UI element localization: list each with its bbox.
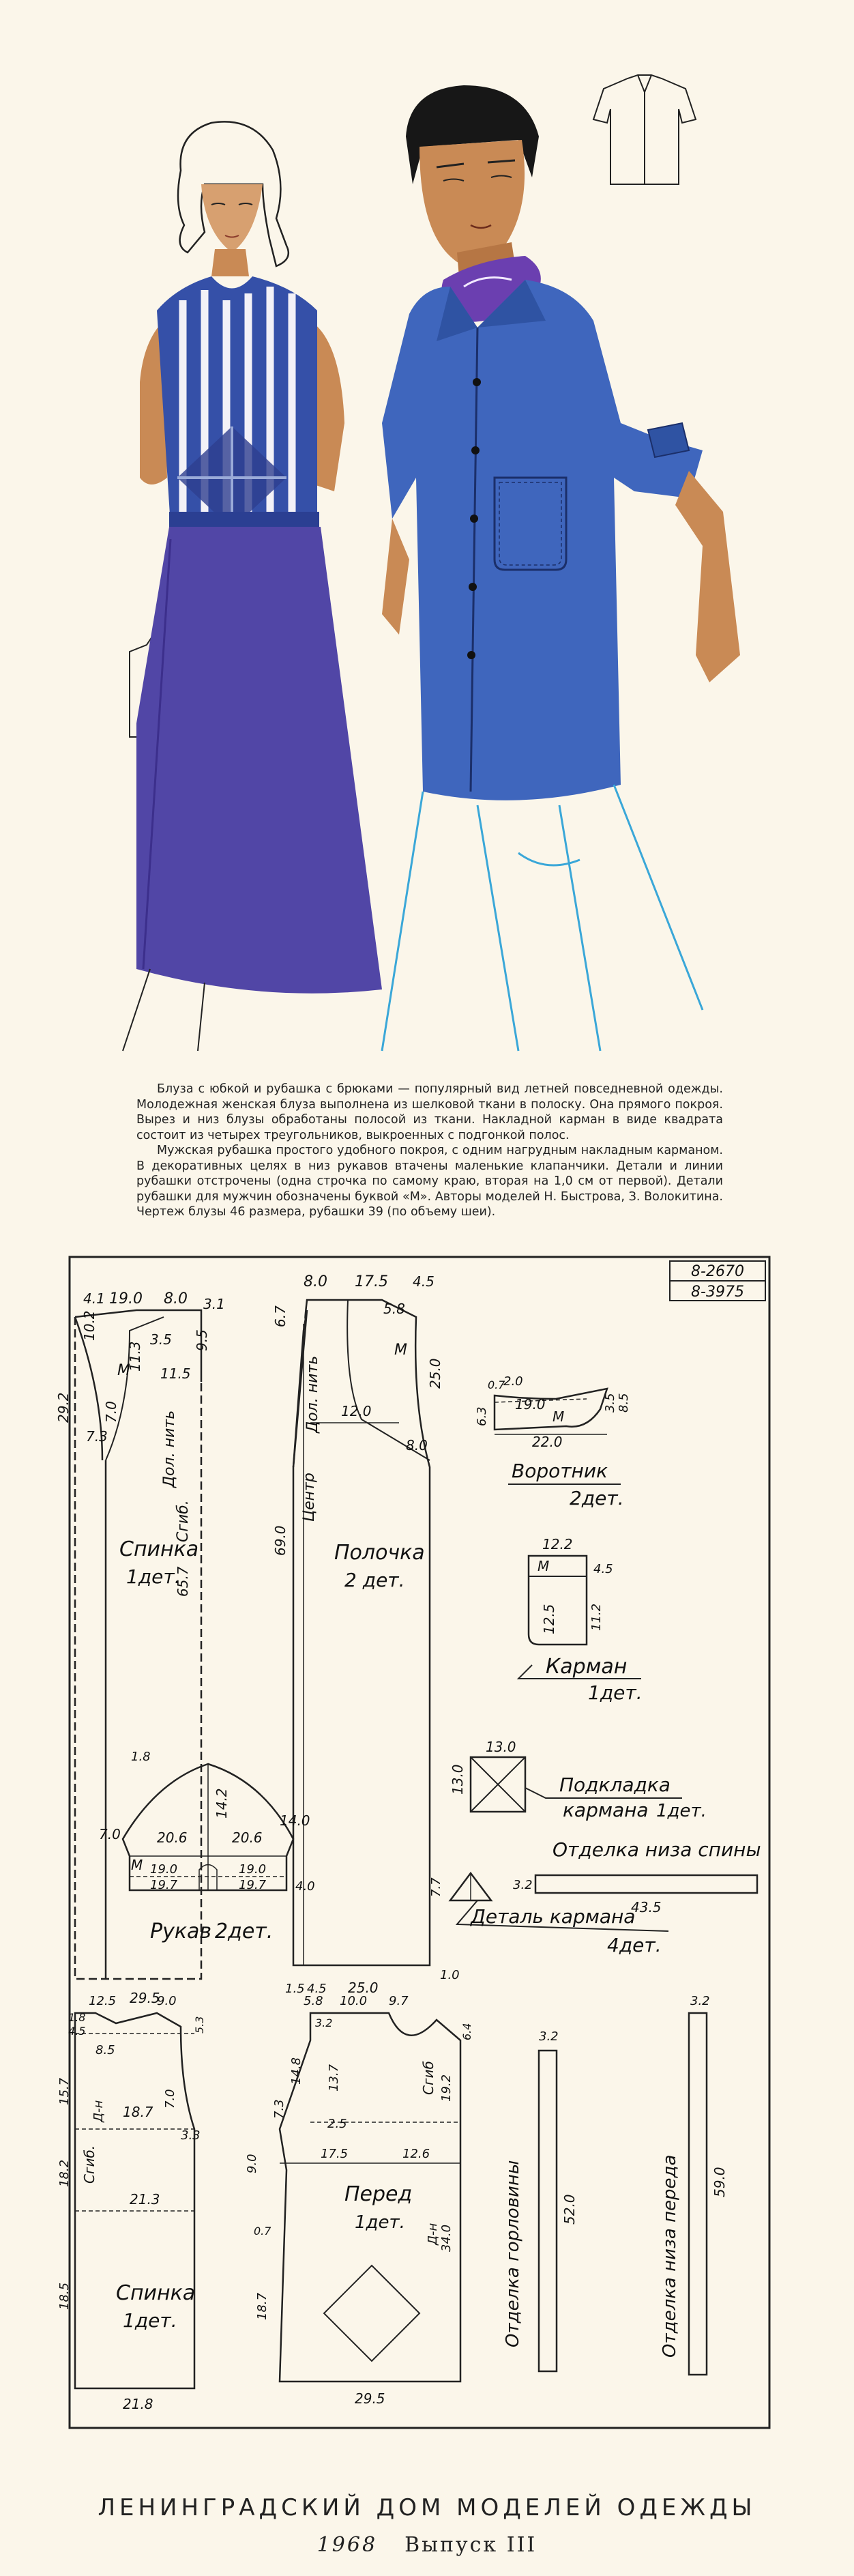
back-m-letter: М bbox=[117, 1362, 130, 1379]
front-m-center: Центр bbox=[301, 1473, 318, 1522]
pocket-m-letter: М bbox=[538, 1558, 550, 1574]
back-w-d14: 21.8 bbox=[123, 2396, 153, 2412]
front-m-grain: Дол. нить bbox=[304, 1355, 321, 1433]
collar-m-count: 2дет. bbox=[570, 1487, 624, 1509]
front-m-d2: 17.5 bbox=[355, 1273, 388, 1290]
back-w-d13: 18.5 bbox=[57, 2282, 72, 2310]
front-m-d5: 5.8 bbox=[383, 1301, 405, 1317]
back-w-d8: 18.7 bbox=[123, 2104, 153, 2120]
collar-m-d5: 3.5 bbox=[603, 1393, 617, 1413]
pattern-front-w bbox=[245, 1994, 473, 2407]
pattern-back-m bbox=[55, 1290, 225, 2006]
front-w-fold: Сгиб bbox=[420, 2061, 437, 2095]
pattern-pocket-lining bbox=[450, 1739, 707, 1821]
front-m-count: 2 дет. bbox=[344, 1569, 405, 1591]
pattern-sleeve-m bbox=[99, 1750, 315, 1943]
pocket-part-count: 4дет. bbox=[607, 1934, 662, 1956]
front-m-name: Полочка bbox=[334, 1541, 425, 1565]
back-m-d10: 29.2 bbox=[55, 1392, 72, 1423]
collar-m-d7: 22.0 bbox=[532, 1434, 563, 1450]
back-w-d5: 5.3 bbox=[193, 2016, 206, 2034]
front-w-d5: 6.4 bbox=[460, 2023, 473, 2040]
front-m-d3: 4.5 bbox=[413, 1273, 435, 1290]
pattern-sheet bbox=[55, 1256, 771, 2429]
sleeve-m-name: Рукав bbox=[150, 1920, 212, 1943]
pocket-part-name: Деталь кармана bbox=[471, 1905, 636, 1928]
neck-trim-d2: 52.0 bbox=[561, 2194, 578, 2225]
sleeve-m-d6: 14.0 bbox=[280, 1812, 310, 1829]
neck-trim-d1: 3.2 bbox=[539, 2029, 559, 2044]
sleeve-m-d8: 19.0 bbox=[239, 1862, 267, 1877]
front-w-d8: 19.2 bbox=[439, 2074, 454, 2102]
sleeve-m-d2: 14.2 bbox=[214, 1788, 230, 1819]
sleeve-m-d7: 19.0 bbox=[150, 1862, 178, 1877]
back-m-d2: 19.0 bbox=[109, 1290, 143, 1307]
back-m-d7: 11.3 bbox=[127, 1341, 143, 1372]
back-w-d6: 8.5 bbox=[95, 2043, 115, 2057]
collar-m-name: Воротник bbox=[512, 1460, 608, 1482]
front-m-d12: 25.0 bbox=[348, 1980, 379, 1996]
back-m-d5: 10.2 bbox=[81, 1310, 98, 1341]
back-m-d6: 3.5 bbox=[150, 1331, 172, 1348]
back-w-d2: 9.0 bbox=[157, 1994, 177, 2008]
sleeve-m-d4: 20.6 bbox=[157, 1829, 188, 1846]
description-paragraph-1: Блуза с юбкой и рубашка с брюками — популярный вид летней повседневной одежды. Молодежная женская блуза выполнена из шелковой ткани в полоску. Она прямого покроя. Вырез и низ блузы обработаны полосой из ткани. Накладной карман в виде квадрата состоит из четырех треугольников, выкроенных с подгонкой полос. bbox=[136, 1082, 723, 1142]
collar-m-d3: 6.3 bbox=[475, 1406, 489, 1426]
front-w-d2: 10.0 bbox=[340, 1994, 368, 2008]
front-trim-d2: 59.0 bbox=[711, 2167, 728, 2197]
sleeve-m-d5: 20.6 bbox=[232, 1829, 263, 1846]
issue-year: 1968 bbox=[316, 2533, 378, 2557]
sleeve-m-d1: 1.8 bbox=[131, 1750, 151, 1764]
back-m-d9: 11.5 bbox=[160, 1365, 191, 1382]
issue-line bbox=[0, 2533, 854, 2557]
pattern-pocket-m bbox=[518, 1536, 643, 1704]
model-codes bbox=[670, 1261, 765, 1301]
description-paragraph-2: Мужская рубашка простого удобного покроя, с одним нагрудным накладным карманом. В декоративных целях в низ рукавов втачены маленькие клапанчики. Детали и линии рубашки отстрочены (одна строчка по самому краю, вторая на 1,0 см от первой). Детали рубашки для мужчин обозначены буквой «М». Авторы моделей Н. Быстрова, З. Волокитина. Чертеж блузы 46 размера, рубашки 39 (по объему шеи). bbox=[136, 1144, 723, 1219]
back-w-d9: 7.0 bbox=[163, 2089, 177, 2109]
fashion-illustration bbox=[0, 0, 854, 1051]
back-m-d4: 3.1 bbox=[203, 1296, 225, 1312]
pattern-front-trim bbox=[660, 1994, 728, 2375]
sleeve-m-count: 2дет. bbox=[215, 1920, 274, 1943]
back-w-name: Спинка bbox=[116, 2281, 196, 2305]
front-m-d13: 1.0 bbox=[440, 1968, 460, 1982]
code-1: 8-2670 bbox=[691, 1263, 744, 1280]
front-m-letter: М bbox=[394, 1342, 407, 1359]
code-2: 8-3975 bbox=[691, 1284, 744, 1301]
back-w-fold: Сгиб. bbox=[81, 2145, 98, 2184]
sleeve-m-d9: 19.7 bbox=[150, 1878, 178, 1892]
front-w-d10: 2.5 bbox=[327, 2117, 347, 2131]
issue-number: Выпуск III bbox=[404, 2533, 538, 2557]
collar-m-d6: 8.5 bbox=[617, 1393, 631, 1413]
back-m-d1: 4.1 bbox=[83, 1290, 105, 1307]
collar-m-d2: 2.0 bbox=[503, 1374, 523, 1389]
back-trim-d2: 43.5 bbox=[631, 1899, 662, 1915]
front-w-name: Перед bbox=[344, 2182, 413, 2206]
front-w-d11: 9.0 bbox=[245, 2154, 259, 2173]
back-trim-name: Отделка низа спины bbox=[553, 1838, 761, 1861]
back-w-d7: 15.7 bbox=[57, 2077, 72, 2105]
front-w-d9: 7.3 bbox=[272, 2099, 286, 2119]
front-w-d14: 34.0 bbox=[439, 2224, 454, 2252]
front-m-d8: 8.0 bbox=[406, 1437, 428, 1453]
back-m-d12: 7.3 bbox=[86, 1428, 108, 1445]
back-m-fold: Сгиб. bbox=[175, 1500, 192, 1542]
sleeve-m-d3: 7.0 bbox=[99, 1826, 121, 1842]
back-w-d1: 12.5 bbox=[89, 1994, 117, 2008]
collar-m-d4: 19.0 bbox=[515, 1396, 546, 1413]
back-w-d12: 21.3 bbox=[130, 2191, 160, 2208]
front-w-d6: 14.8 bbox=[289, 2057, 304, 2085]
front-w-d4: 3.2 bbox=[315, 2016, 333, 2029]
pocket-lining-name2: кармана bbox=[563, 1799, 649, 1821]
front-w-d1: 5.8 bbox=[304, 1994, 323, 2008]
back-m-name: Спинка bbox=[119, 1537, 199, 1561]
front-m-d11: 4.5 bbox=[307, 1982, 327, 1996]
pocket-lining-d2: 13.0 bbox=[450, 1764, 466, 1795]
front-w-d7: 13.7 bbox=[327, 2064, 341, 2092]
pattern-neck-trim bbox=[503, 2029, 578, 2371]
publisher-title: ЛЕНИНГРАДСКИЙ ДОМ МОДЕЛЕЙ ОДЕЖДЫ bbox=[98, 2494, 756, 2521]
back-m-d3: 8.0 bbox=[164, 1290, 188, 1307]
pocket-m-d2: 4.5 bbox=[593, 1562, 613, 1576]
back-m-d13: 65.7 bbox=[175, 1566, 191, 1597]
front-m-d1: 8.0 bbox=[304, 1273, 327, 1290]
back-w-grain: Д-н bbox=[91, 2100, 106, 2122]
front-m-d10: 1.5 bbox=[285, 1982, 305, 1996]
back-w-count: 1дет. bbox=[123, 2309, 177, 2332]
back-m-grain: Дол. нить bbox=[161, 1410, 178, 1488]
front-w-count: 1дет. bbox=[355, 2212, 405, 2233]
front-w-d17: 29.5 bbox=[355, 2390, 385, 2407]
pocket-m-d3: 12.5 bbox=[541, 1604, 557, 1634]
pocket-part-d1: 7.7 bbox=[429, 1877, 443, 1897]
man-figure bbox=[382, 85, 740, 1051]
front-m-d9: 69.0 bbox=[272, 1525, 289, 1556]
front-w-grain: Д-н bbox=[426, 2223, 440, 2245]
front-trim-name: Отделка низа переда bbox=[660, 2154, 680, 2358]
front-m-d7: 12.0 bbox=[341, 1403, 372, 1419]
back-m-d11: 7.0 bbox=[103, 1401, 119, 1423]
sleeve-m-d10: 19.7 bbox=[239, 1878, 267, 1892]
pocket-m-d1: 12.2 bbox=[542, 1536, 573, 1552]
woman-figure bbox=[123, 121, 382, 1051]
front-w-d12: 17.5 bbox=[321, 2147, 349, 2161]
pocket-m-name: Карман bbox=[546, 1655, 628, 1679]
back-w-d11: 18.2 bbox=[57, 2159, 72, 2187]
pattern-collar-m bbox=[475, 1374, 631, 1509]
pocket-m-d4: 11.2 bbox=[589, 1603, 604, 1631]
front-w-d13: 12.6 bbox=[402, 2147, 430, 2161]
front-trim-d1: 3.2 bbox=[690, 1994, 710, 2008]
shirt-sketch bbox=[593, 75, 696, 184]
front-w-d16: 18.7 bbox=[255, 2292, 269, 2320]
pattern-back-w bbox=[57, 1994, 206, 2412]
pattern-pocket-part bbox=[429, 1873, 668, 1956]
back-w-d3: 1.8 bbox=[68, 2011, 86, 2024]
collar-m-d1: 0.7 bbox=[488, 1378, 505, 1391]
back-w-d4: 4.5 bbox=[68, 2025, 86, 2038]
pocket-lining-count: 1дет. bbox=[656, 1801, 707, 1821]
collar-m-letter: М bbox=[553, 1408, 565, 1425]
back-m-d14: 29.5 bbox=[130, 1990, 160, 2006]
description-text bbox=[136, 1082, 723, 1220]
pocket-lining-name: Подкладка bbox=[559, 1774, 671, 1796]
back-trim-d1: 3.2 bbox=[513, 1878, 533, 1892]
pattern-back-trim bbox=[513, 1838, 761, 1915]
front-w-d15: 0.7 bbox=[254, 2225, 271, 2238]
front-m-d4: 6.7 bbox=[272, 1305, 289, 1327]
front-m-d6: 25.0 bbox=[427, 1358, 443, 1389]
pocket-m-count: 1дет. bbox=[588, 1681, 643, 1704]
back-m-count: 1дет. bbox=[126, 1565, 181, 1588]
neck-trim-name: Отделка горловины bbox=[503, 2160, 523, 2347]
back-w-d10: 3.3 bbox=[181, 2128, 201, 2143]
sleeve-m-letter: М bbox=[131, 1857, 143, 1873]
pocket-lining-d1: 13.0 bbox=[486, 1739, 516, 1755]
front-w-d3: 9.7 bbox=[389, 1994, 409, 2008]
back-m-d8: 9.5 bbox=[194, 1329, 210, 1351]
sleeve-m-d11: 4.0 bbox=[295, 1879, 315, 1894]
